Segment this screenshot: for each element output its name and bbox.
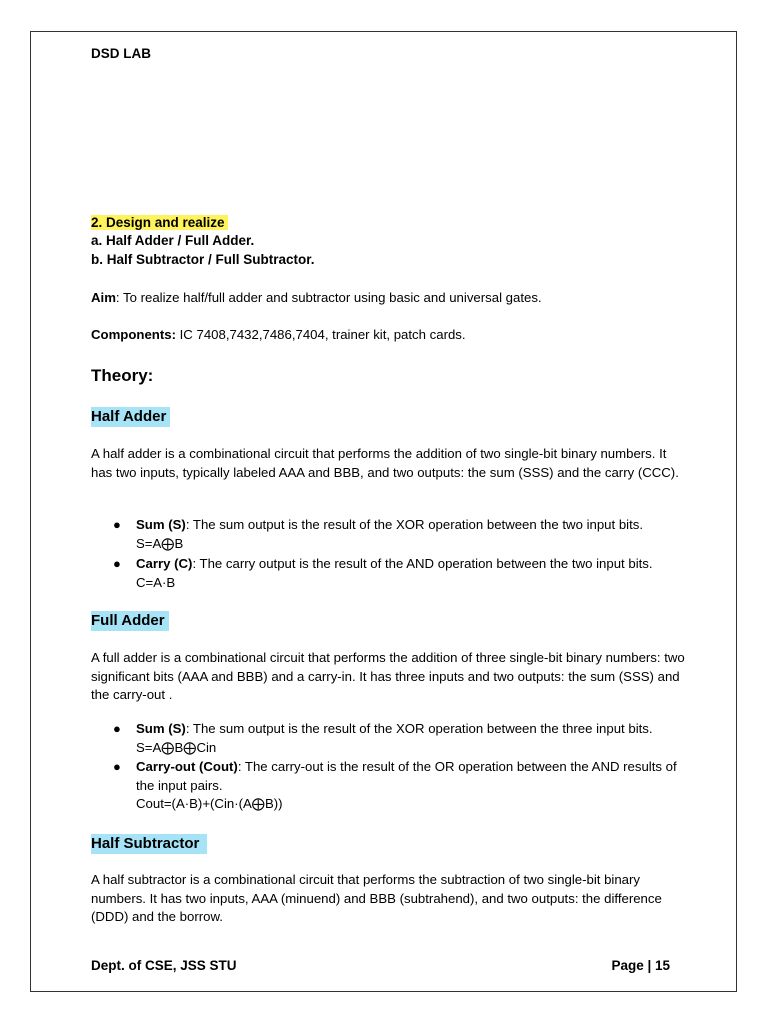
footer-dept: Dept. of CSE, JSS STU xyxy=(91,958,237,973)
bullet-formula: C=A·B xyxy=(136,574,176,590)
bullet-icon: ● xyxy=(113,517,121,532)
half-subtractor-paragraph: A half subtractor is a combinational circuit that performs the subtraction of two single-bit binary numbers. It has two inputs, AAA (minuend) and BBB (subtrahend), and two outputs: the difference (DDD) and the borrow. xyxy=(91,872,662,924)
half-subtractor-heading-text: Half Subtractor xyxy=(91,834,207,854)
bullet-formula: S=A⨁B xyxy=(136,535,184,551)
full-adder-heading-text: Full Adder xyxy=(91,611,169,631)
half-adder-heading-text: Half Adder xyxy=(91,407,170,427)
full-adder-paragraph: A full adder is a combinational circuit that performs the addition of three single-bit binary numbers: two significant bits (AAA and BBB) and a carry-in. It has three inputs and two outputs: the sum (SSS) and the carry-out . xyxy=(91,650,685,702)
experiment-item-a: a. Half Adder / Full Adder. xyxy=(91,233,255,248)
bullet-icon: ● xyxy=(113,759,121,774)
bullet-text: : The sum output is the result of the XOR operation between the two input bits. xyxy=(185,517,644,532)
aim-line xyxy=(91,289,542,308)
bullet-label: Sum (S) xyxy=(136,517,186,532)
bullet-text: : The carry-out is the result of the OR operation between the AND results of the input pairs. xyxy=(136,759,677,793)
half-adder-heading xyxy=(91,408,170,425)
bullet-label: Carry-out (Cout) xyxy=(136,759,238,774)
bullet-icon: ● xyxy=(113,556,121,571)
full-adder-heading xyxy=(91,612,169,629)
page-header: DSD LAB xyxy=(91,46,151,61)
bullet-formula: S=A⨁B⨁Cin xyxy=(136,739,217,755)
aim-label: Aim xyxy=(91,290,116,305)
half-adder-sum-item xyxy=(136,516,696,553)
bullet-text: : The sum output is the result of the XOR operation between the three input bits. xyxy=(185,721,653,736)
aim-text: : To realize half/full adder and subtractor using basic and universal gates. xyxy=(115,290,542,305)
theory-heading: Theory: xyxy=(91,366,154,385)
bullet-text: : The carry output is the result of the AND operation between the two input bits. xyxy=(192,556,653,571)
components-text: IC 7408,7432,7486,7404, trainer kit, patch cards. xyxy=(175,327,466,342)
half-adder-paragraph: A half adder is a combinational circuit that performs the addition of two single-bit binary numbers. It has two inputs, typically labeled AAA and BBB, and two outputs: the sum (SSS) and the carry (CCC). xyxy=(91,446,679,480)
full-adder-sum-item xyxy=(136,720,696,757)
experiment-item-b: b. Half Subtractor / Full Subtractor. xyxy=(91,252,315,267)
experiment-title-text: 2. Design and realize xyxy=(91,215,228,230)
half-subtractor-heading xyxy=(91,835,207,852)
bullet-label: Carry (C) xyxy=(136,556,193,571)
components-label: Components: xyxy=(91,327,176,342)
bullet-icon: ● xyxy=(113,721,121,736)
experiment-title xyxy=(91,214,228,233)
bullet-label: Sum (S) xyxy=(136,721,186,736)
components-line xyxy=(91,326,466,345)
footer-page-number: Page | 15 xyxy=(611,958,670,973)
full-adder-carry-item xyxy=(136,758,696,814)
bullet-formula: Cout=(A·B)+(Cin·(A⨁B)) xyxy=(136,796,283,811)
half-adder-carry-item xyxy=(136,555,696,592)
